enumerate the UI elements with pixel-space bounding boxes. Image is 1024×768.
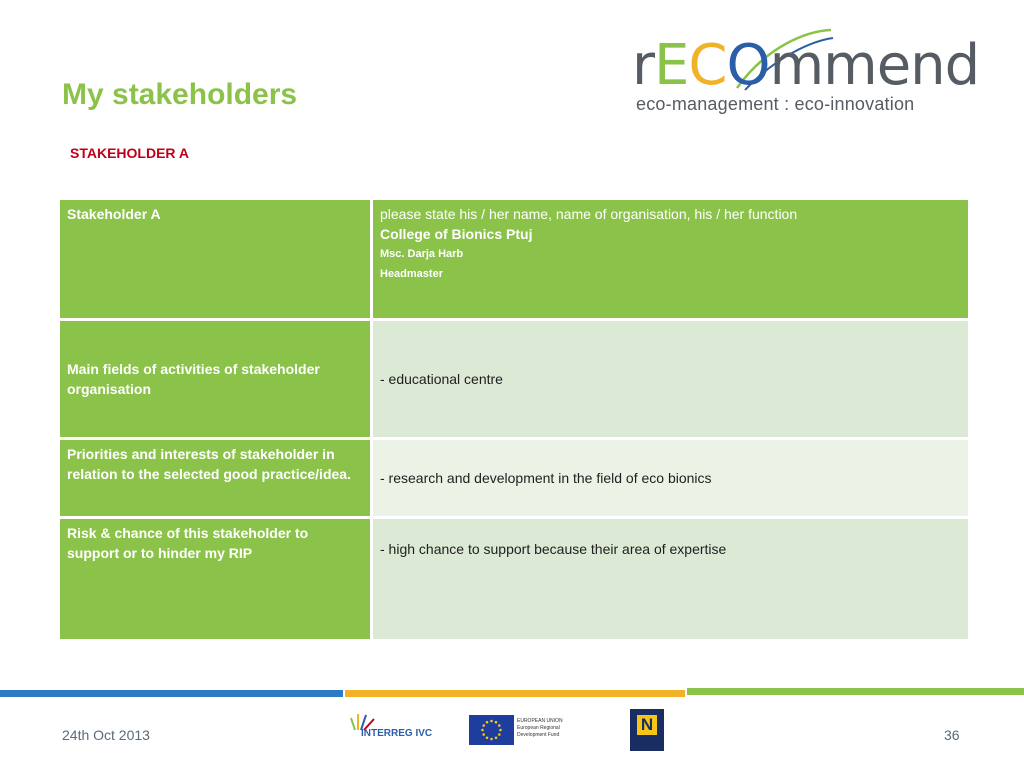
row-value-cell: - research and development in the field of eco bionics — [372, 439, 970, 518]
stakeholder-table — [57, 197, 971, 642]
logo-letter-r: r — [632, 33, 655, 98]
table-row — [59, 320, 970, 439]
logo-letter-e: E — [654, 33, 689, 98]
eu-stars-icon — [469, 715, 514, 745]
slide-title: My stakeholders — [62, 78, 298, 111]
regional-logo — [630, 709, 664, 751]
eu-label: EUROPEAN UNION European Regional Development Fund — [517, 718, 563, 738]
header-value-cell — [372, 199, 970, 320]
page-number: 36 — [944, 727, 960, 743]
row-value-cell: - educational centre — [372, 320, 970, 439]
logo-letter-c: C — [688, 33, 727, 98]
header-prompt: please state his / her name, name of organisation, his / her function — [380, 206, 798, 222]
logo-wordmark — [632, 33, 980, 98]
table-row — [59, 518, 970, 641]
interreg-logo — [347, 712, 435, 748]
person-function: Headmaster — [380, 268, 443, 280]
header-label-cell: Stakeholder A — [59, 199, 372, 320]
row-label-cell: Risk & chance of this stakeholder to support or to hinder my RIP — [59, 518, 372, 641]
organisation-name: College of Bionics Ptuj — [380, 226, 533, 242]
logo-letter-o: O — [726, 33, 770, 98]
recommend-logo — [632, 22, 982, 114]
table-row — [59, 439, 970, 518]
footer-date: 24th Oct 2013 — [62, 727, 150, 743]
footer-stripe-blue — [0, 690, 343, 697]
logo-tagline: eco-management : eco-innovation — [636, 94, 915, 114]
footer-stripe-yellow — [345, 690, 685, 697]
slide-subtitle: STAKEHOLDER A — [70, 145, 189, 161]
eu-flag-icon — [469, 715, 514, 745]
row-label-cell: Main fields of activities of stakeholder organisation — [59, 320, 372, 439]
n-letter-icon: N — [637, 715, 657, 735]
interreg-label: INTERREG IVC — [361, 728, 433, 739]
logo-letters-rest: mmend — [769, 33, 980, 98]
table-header-row — [59, 199, 970, 320]
row-value-cell: - high chance to support because their area of expertise — [372, 518, 970, 641]
footer-stripe-green — [687, 688, 1024, 695]
row-label-cell: Priorities and interests of stakeholder in relation to the selected good practice/idea. — [59, 439, 372, 518]
person-name: Msc. Darja Harb — [380, 248, 464, 260]
